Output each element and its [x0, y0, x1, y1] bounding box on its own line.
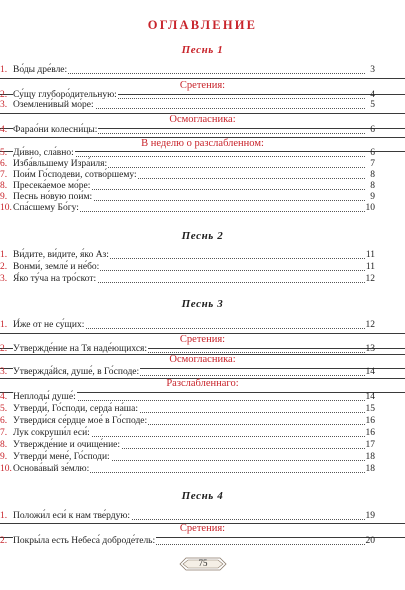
entry-number: 9. — [0, 452, 8, 462]
entry-title: Ви́дите, ви́дите, я́ко Аз: — [13, 250, 109, 260]
entry-page: 16 — [365, 428, 375, 438]
entry-number: 3. — [0, 274, 8, 284]
toc-entry[interactable] — [0, 124, 405, 137]
toc-entry[interactable] — [0, 202, 405, 215]
dot-leader — [60, 273, 365, 283]
entry-number: 7. — [0, 170, 8, 180]
dot-leader — [60, 391, 365, 401]
entry-number: 2. — [0, 262, 8, 272]
entry-title: Неплоды́ душе́: — [13, 392, 76, 402]
entry-number: 1. — [0, 65, 8, 75]
entry-number: 5. — [0, 404, 8, 414]
entry-number: 9. — [0, 192, 8, 202]
divider — [0, 78, 405, 79]
entry-page: 16 — [365, 416, 375, 426]
entry-page: 11 — [365, 250, 375, 260]
section-header-razslablennago: Разслабленнаго: — [166, 378, 239, 389]
section-header-razslablennom: В неделю о разслабленном: — [141, 138, 264, 149]
dot-leader — [60, 191, 365, 201]
song-1-title: Песнь 1 — [181, 44, 224, 56]
entry-number: 10. — [0, 464, 12, 474]
entry-title: Утверди́ся се́рдце мое́ в Го́споде: — [13, 416, 148, 426]
page-number-ornament — [178, 555, 228, 573]
entry-number: 6. — [0, 159, 8, 169]
entry-title: Во́ды дре́вле: — [13, 65, 68, 75]
section-header-osmoglasnika: Осмогласника: — [169, 354, 236, 365]
entry-page: 15 — [365, 404, 375, 414]
entry-title: Я́ко ту́ча на тро́скот: — [13, 274, 97, 284]
entry-number: 3. — [0, 367, 8, 377]
section-header-osmoglasnika: Осмогласника: — [169, 114, 236, 125]
toc-entry[interactable] — [0, 99, 405, 112]
entry-page: 12 — [365, 320, 375, 330]
entry-page: 8 — [370, 181, 375, 191]
entry-page: 11 — [365, 262, 375, 272]
entry-title: Фарао́ни колесни́цы: — [13, 125, 98, 135]
section-header-sreteniya: Сретения: — [179, 80, 226, 91]
entry-number: 10. — [0, 203, 12, 213]
toc-entry[interactable] — [0, 273, 405, 286]
entry-title: Песнь но́вую пои́м: — [13, 192, 93, 202]
entry-title: Изба́вльшему Изра́иля: — [13, 159, 108, 169]
entry-number: 4. — [0, 392, 8, 402]
entry-title: Лук сокруши́л еси́: — [13, 428, 90, 438]
entry-title: Спа́сшему Бо́гу: — [13, 203, 79, 213]
entry-page: 19 — [365, 511, 375, 521]
dot-leader — [60, 180, 365, 190]
entry-number: 2. — [0, 344, 8, 354]
entry-page: 14 — [365, 392, 375, 402]
entry-page: 6 — [370, 125, 375, 135]
entry-number: 2. — [0, 90, 8, 100]
song-4-title: Песнь 4 — [181, 490, 224, 502]
entry-page: 4 — [370, 90, 375, 100]
entry-number: 3. — [0, 100, 8, 110]
entry-title: Вонми́, земле́ и не́бо: — [13, 262, 100, 272]
entry-page: 18 — [365, 452, 375, 462]
entry-page: 6 — [370, 148, 375, 158]
entry-number: 1. — [0, 320, 8, 330]
dot-leader — [60, 202, 365, 212]
section-header-sreteniya: Сретения: — [179, 334, 226, 345]
entry-number: 7. — [0, 428, 8, 438]
entry-number: 1. — [0, 250, 8, 260]
dot-leader — [60, 99, 365, 109]
entry-title: Утвержде́ние на Тя наде́ющихся: — [13, 344, 148, 354]
entry-page: 12 — [365, 274, 375, 284]
entry-page: 17 — [365, 440, 375, 450]
entry-number: 4. — [0, 125, 8, 135]
toc-entry[interactable] — [0, 510, 405, 523]
dot-leader — [60, 147, 365, 157]
entry-page: 5 — [370, 100, 375, 110]
entry-page: 7 — [370, 159, 375, 169]
song-3-title: Песнь 3 — [181, 298, 224, 310]
entry-page: 8 — [370, 170, 375, 180]
entry-title: Су́щу глуборо́дительную: — [13, 90, 117, 100]
entry-title: Пресека́емое мо́ре: — [13, 181, 91, 191]
entry-number: 5. — [0, 148, 8, 158]
dot-leader — [60, 427, 365, 437]
entry-title: Пои́м Го́сподеви, сотво́ршему: — [13, 170, 137, 180]
entry-title: Покры́ла есть Небеса́ доброде́тель: — [13, 536, 156, 546]
entry-page: 20 — [365, 536, 375, 546]
entry-number: 8. — [0, 440, 8, 450]
entry-page: 3 — [370, 65, 375, 75]
entry-page: 13 — [365, 344, 375, 354]
toc-entry[interactable] — [0, 319, 405, 332]
entry-title: Положи́л еси́ к нам тве́рдую: — [13, 511, 131, 521]
section-header-sreteniya: Сретения: — [179, 523, 226, 534]
entry-number: 8. — [0, 181, 8, 191]
entry-page: 18 — [365, 464, 375, 474]
entry-page: 9 — [370, 192, 375, 202]
entry-title: Утверди́, Го́споди, серда́ на́ша: — [13, 404, 138, 414]
entry-title: Ди́вно, сла́вно: — [13, 148, 74, 158]
toc-entry[interactable] — [0, 64, 405, 77]
entry-number: 6. — [0, 416, 8, 426]
entry-page: 14 — [365, 367, 375, 377]
dot-leader — [60, 64, 365, 74]
entry-number: 1. — [0, 511, 8, 521]
entry-title: Утверди́ мене́, Го́споди: — [13, 452, 110, 462]
dot-leader — [60, 261, 365, 271]
entry-title: Оземлени́вый мо́ре: — [13, 100, 94, 110]
song-2-title: Песнь 2 — [181, 230, 224, 242]
entry-title: Утвержда́йся, душе́, в Го́споде: — [13, 367, 140, 377]
entry-title: Утвержде́ние и очище́ние: — [13, 440, 121, 450]
entry-page: 10 — [365, 203, 375, 213]
dot-leader — [60, 124, 365, 134]
entry-title: Основа́вый зе́млю: — [13, 464, 90, 474]
page-title: ОГЛАВЛЕНИЕ — [147, 18, 258, 32]
toc-entry[interactable] — [0, 463, 405, 476]
dot-leader — [60, 319, 365, 329]
page-number: 75 — [198, 558, 208, 568]
toc-entry[interactable] — [0, 535, 405, 548]
entry-title: И́же от не су́щих: — [13, 320, 85, 330]
dot-leader — [60, 463, 365, 473]
entry-number: 2. — [0, 536, 8, 546]
